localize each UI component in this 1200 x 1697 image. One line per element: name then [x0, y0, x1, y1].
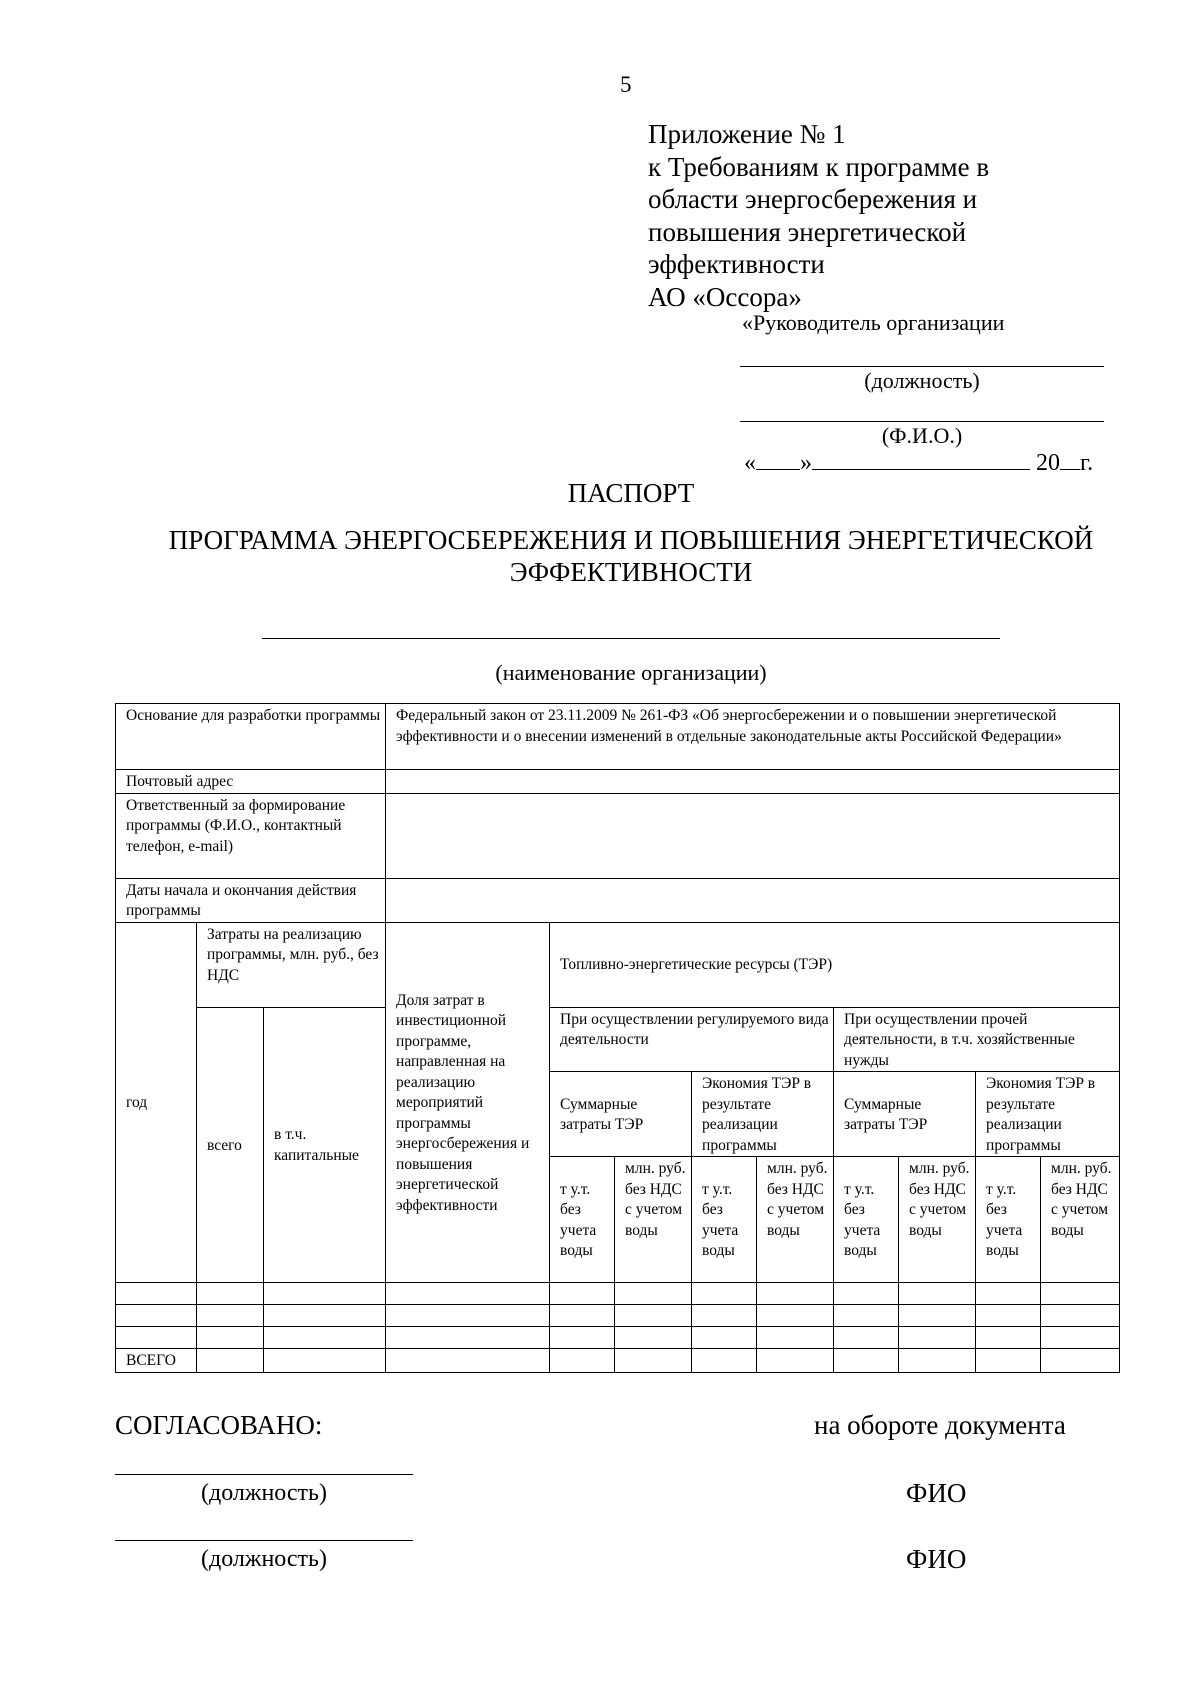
tut-header: т у.т. без учета воды — [834, 1157, 899, 1283]
dates-label: Даты начала и окончания действия программы — [116, 878, 386, 922]
costs-header: Затраты на реализацию программы, млн. руб., без НДС — [197, 922, 386, 1007]
total-row — [116, 1349, 1120, 1373]
appendix-heading — [648, 118, 989, 313]
name-signature-line — [740, 421, 1104, 422]
sum-header: Суммарные затраты ТЭР — [550, 1072, 692, 1157]
year-header: год — [116, 922, 197, 1283]
agreed-position-caption-1: (должность) — [201, 1480, 327, 1506]
tut-header: т у.т. без учета воды — [550, 1157, 615, 1283]
agreed-label: СОГЛАСОВАНО: — [115, 1410, 323, 1440]
total-row-label: ВСЕГО — [116, 1349, 197, 1373]
mln-header: млн. руб. без НДС с учетом воды — [899, 1157, 976, 1283]
page-number: 5 — [620, 72, 632, 97]
other-activity-header: При осуществлении прочей деятельности, в т.ч. хозяйственные нужды — [834, 1007, 1120, 1072]
share-header: Доля затрат в инвестиционной программе, направленная на реализацию мероприятий программы энергосбережения и повышения энергетической эффективности — [386, 922, 550, 1283]
position-caption: (должность) — [864, 368, 980, 393]
appendix-line: области энергосбережения и — [648, 184, 978, 214]
basis-value: Федеральный закон от 23.11.2009 № 261-ФЗ «Об энергосбережении и о повышении энергетической эффективности и о внесении изменений в отдельные законодательные акты Российской Федерации» — [386, 704, 1120, 770]
responsible-value[interactable] — [386, 793, 1120, 878]
mln-header: млн. руб. без НДС с учетом воды — [757, 1157, 834, 1283]
month-blank — [812, 468, 1030, 470]
sum-header: Суммарные затраты ТЭР — [834, 1072, 976, 1157]
organization-caption: (наименование организации) — [495, 660, 767, 685]
document-title: ПАСПОРТ — [567, 478, 695, 508]
appendix-line: Приложение № 1 — [648, 119, 846, 149]
agreed-signature-line-2 — [115, 1540, 413, 1541]
date-year: 20 — [1036, 450, 1060, 476]
passport-table — [115, 703, 1120, 1373]
day-blank — [756, 468, 800, 470]
basis-label: Основание для разработки программы — [116, 704, 386, 770]
agreed-position-caption-2: (должность) — [201, 1546, 327, 1572]
saving-header: Экономия ТЭР в результате реализации программы — [692, 1072, 834, 1157]
table-row — [116, 1327, 1120, 1349]
appendix-line: эффективности — [648, 249, 825, 279]
responsible-label: Ответственный за формирование программы (Ф.И.О., контактный телефон, e-mail) — [116, 793, 386, 878]
appendix-line: АО «Оссора» — [648, 281, 802, 312]
agreed-signature-line-1 — [115, 1474, 413, 1475]
year-blank — [1060, 468, 1080, 470]
capital-header: в т.ч. капитальные — [264, 1007, 386, 1283]
mln-header: млн. руб. без НДС с учетом воды — [615, 1157, 692, 1283]
name-caption: (Ф.И.О.) — [881, 423, 963, 448]
mln-header: млн. руб. без НДС с учетом воды — [1041, 1157, 1120, 1283]
tut-header: т у.т. без учета воды — [692, 1157, 757, 1283]
organization-name-line — [262, 638, 1000, 639]
approval-date — [744, 450, 1093, 477]
date-suffix: г. — [1080, 450, 1094, 476]
total-header: всего — [197, 1007, 264, 1283]
agreed-fio-2: ФИО — [906, 1544, 967, 1574]
ter-header: Топливно-энергетические ресурсы (ТЭР) — [550, 922, 1120, 1007]
reverse-note: на обороте документа — [814, 1410, 1066, 1440]
address-label: Почтовый адрес — [116, 770, 386, 794]
tut-header: т у.т. без учета воды — [976, 1157, 1041, 1283]
position-signature-line — [740, 366, 1104, 367]
saving-header: Экономия ТЭР в результате реализации программы — [976, 1072, 1120, 1157]
table-row — [116, 1283, 1120, 1305]
agreed-fio-1: ФИО — [906, 1478, 967, 1508]
appendix-line: к Требованиям к программе в — [648, 151, 990, 182]
date-quote-open: « — [744, 450, 756, 476]
program-title: ПРОГРАММА ЭНЕРГОСБЕРЕЖЕНИЯ И ПОВЫШЕНИЯ ЭНЕРГЕТИЧЕСКОЙ ЭФФЕКТИВНОСТИ — [168, 525, 1094, 587]
appendix-line: повышения энергетической — [648, 216, 967, 247]
approval-head: «Руководитель организации — [742, 310, 1005, 335]
address-value[interactable] — [386, 770, 1120, 794]
date-quote-close: » — [800, 450, 812, 476]
table-row — [116, 1305, 1120, 1327]
regulated-header: При осуществлении регулируемого вида деятельности — [550, 1007, 834, 1072]
dates-value[interactable] — [386, 878, 1120, 922]
